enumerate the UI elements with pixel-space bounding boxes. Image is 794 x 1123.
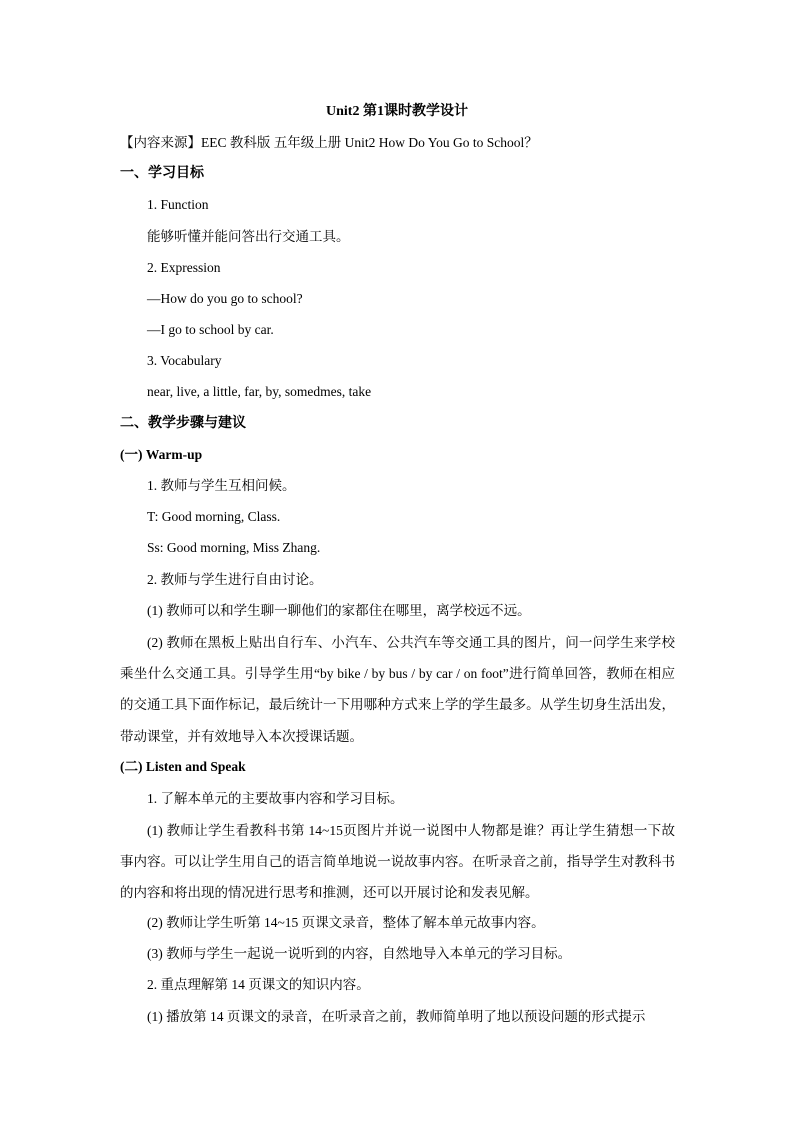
content-source: 【内容来源】EEC 教科版 五年级上册 Unit2 How Do You Go to School？: [120, 135, 538, 150]
warmup-step-2: 2. 教师与学生进行自由讨论。: [147, 572, 323, 587]
objective-function-text: 能够听懂并能问答出行交通工具。: [147, 229, 350, 244]
section-heading-steps: 二、教学步骤与建议: [120, 416, 246, 431]
objective-vocabulary: 3. Vocabulary: [147, 353, 222, 368]
listen-step-2-1: (1) 播放第 14 页课文的录音，在听录音之前，教师简单明了地以预设问题的形式提示: [147, 1009, 646, 1024]
vocabulary-list: near, live, a little, far, by, somedmes, take: [147, 384, 372, 399]
warmup-step-1: 1. 教师与学生互相问候。: [147, 478, 296, 493]
listen-step-2: 2. 重点理解第 14 页课文的知识内容。: [147, 977, 370, 992]
subheading-warm-up: (一) Warm-up: [120, 447, 203, 462]
listen-step-1-2: (2) 教师让学生听第 14~15 页课文录音，整体了解本单元故事内容。: [147, 915, 545, 930]
dialogue-students: Ss: Good morning, Miss Zhang.: [147, 540, 321, 555]
listen-step-1: 1. 了解本单元的主要故事内容和学习目标。: [147, 791, 404, 806]
expression-question: —How do you go to school?: [147, 291, 303, 306]
page-title: Unit2 第1课时教学设计: [326, 104, 468, 119]
dialogue-teacher: T: Good morning, Class.: [147, 509, 281, 524]
listen-step-1-1-paragraph: (1) 教师让学生看教科书第 14~15页图片并说一说图中人物都是谁？再让学生猜想一下故事内容。可以让学生用自己的语言简单地说一说故事内容。在听录音之前，指导学生对教科书的内容和将出现的情况进行思考和推测，还可以开展讨论和发表见解。: [120, 823, 675, 901]
subheading-listen-speak: (二) Listen and Speak: [120, 759, 246, 774]
section-heading-objectives: 一、学习目标: [120, 166, 204, 181]
listen-step-1-3: (3) 教师与学生一起说一说听到的内容，自然地导入本单元的学习目标。: [147, 946, 572, 961]
warmup-step-2-2-paragraph: (2) 教师在黑板上贴出自行车、小汽车、公共汽车等交通工具的图片，问一问学生来学校乘坐什么交通工具。引导学生用“by bike / by bus / by car / on foot”进行简单回答，教师在相应的交通工具下面作标记，最后统计一下用哪种方式来上学的学生最多。从学生切身生活出发，带动课堂，并有效地导入本次授课话题。: [120, 635, 675, 744]
objective-expression: 2. Expression: [147, 260, 221, 275]
warmup-step-2-1: (1) 教师可以和学生聊一聊他们的家都住在哪里，离学校远不远。: [147, 603, 531, 618]
objective-function: 1. Function: [147, 197, 209, 212]
expression-answer: —I go to school by car.: [147, 322, 274, 337]
